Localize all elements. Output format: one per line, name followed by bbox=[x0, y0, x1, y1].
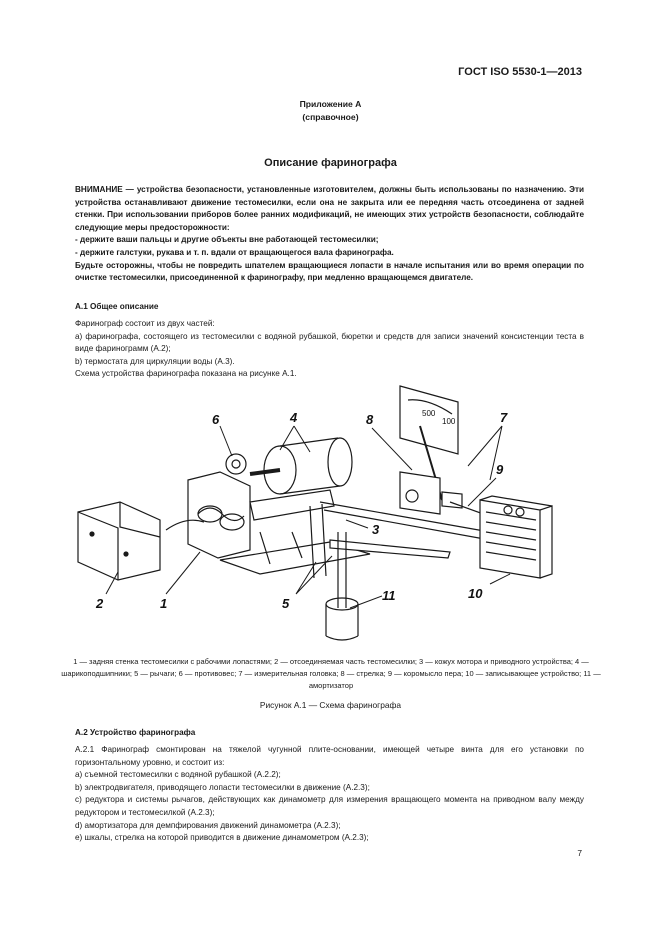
warning-item: - держите ваши пальцы и другие объекты вне работающей тестомесилки; bbox=[75, 235, 379, 245]
list-item: d) амортизатора для демпфирования движений динамометра (А.2.3); bbox=[75, 820, 341, 830]
figure-label: 6 bbox=[212, 412, 220, 427]
list-item: c) редуктора и системы рычагов, действующих как динамометр для измерения вращающего момента на приводном валу между редуктором и тестомесилкой (А.2.3); bbox=[75, 795, 584, 817]
section-heading-a2: А.2 Устройство фаринографа bbox=[75, 728, 196, 737]
figure-caption: 1 — задняя стенка тестомесилки с рабочими лопастями; 2 — отсоединяемая часть тестомесилки; 3 — кожух мотора и приводного устройства; 4 — шарикоподшипники; 5 — рычаги; 6 — противовес; 7 — измерительная головка; 8 — стрелка; 9 — коромысло пера; 10 — записывающее устройство; 11 — амортизатор bbox=[61, 657, 601, 691]
warning-paragraph: ВНИМАНИЕ — устройства безопасности, установленные изготовителем, должны быть использованы по назначению. Эти устройства останавливают движение тестомесилки, если она не закрыта или ее передняя часть отсоединена от задней стенки. При использовании приборов более ранних модификаций, не имеющих этих устройств безопасности, соблюдайте следующие меры предосторожности: bbox=[75, 185, 584, 232]
list-item: b) электродвигателя, приводящего лопасти тестомесилки в движение (А.2.3); bbox=[75, 782, 370, 792]
figure-label: 1 bbox=[160, 596, 168, 611]
page-number: 7 bbox=[577, 848, 582, 858]
section-title: Описание фаринографа bbox=[264, 157, 397, 169]
warning-block bbox=[75, 184, 584, 285]
text-line: А.2.1 Фаринограф смонтирован на тяжелой чугунной плите-основании, имеющей четыре винта для его установки по горизонтальному уровню, и состоит из: bbox=[75, 745, 584, 767]
figure-label: 9 bbox=[496, 462, 504, 477]
list-item: b) термостата для циркуляции воды (А.3). bbox=[75, 356, 235, 366]
list-item: e) шкалы, стрелка на которой приводится в движение динамометром (А.2.3); bbox=[75, 833, 369, 843]
figure-label: 4 bbox=[290, 410, 298, 425]
annex-heading bbox=[0, 98, 661, 124]
warning-item: - держите галстуки, рукава и т. п. вдали от вращающегося вала фаринографа. bbox=[75, 247, 394, 257]
a2-body bbox=[75, 744, 584, 845]
list-item: a) фаринографа, состоящего из тестомесилки с водяной рубашкой, бюретки и средств для записи значений консистенции теста в виде фаринограмм (А.2); bbox=[75, 331, 584, 354]
figure-label: 11 bbox=[382, 588, 396, 603]
dial-mark: 100 bbox=[442, 417, 456, 426]
a1-body bbox=[75, 318, 584, 381]
section-heading-a1: А.1 Общее описание bbox=[75, 302, 159, 311]
figure-label: 7 bbox=[500, 410, 508, 425]
figure-title: Рисунок А.1 — Схема фаринографа bbox=[259, 700, 402, 710]
farinograph-diagram bbox=[70, 382, 590, 647]
figure-label: 2 bbox=[96, 596, 104, 611]
list-item: a) съемной тестомесилки с водяной рубашкой (А.2.2); bbox=[75, 770, 281, 780]
figure-label: 8 bbox=[366, 412, 374, 427]
figure-label: 10 bbox=[468, 586, 483, 601]
text-line: Схема устройства фаринографа показана на рисунке А.1. bbox=[75, 369, 297, 379]
text-line: Фаринограф состоит из двух частей: bbox=[75, 319, 215, 328]
dial-mark: 500 bbox=[422, 409, 436, 418]
warning-paragraph: Будьте осторожны, чтобы не повредить шпателем вращающиеся лопасти в начале испытания или во время операции по очистке тестомесилки, присоединенной к фаринографу, при медленно вращающемся двигателе. bbox=[75, 260, 584, 283]
annex-title: Приложение А bbox=[299, 99, 362, 109]
figure-label: 5 bbox=[282, 596, 290, 611]
standard-number: ГОСТ ISO 5530-1—2013 bbox=[458, 66, 582, 78]
figure-label: 3 bbox=[372, 522, 380, 537]
annex-subtitle: (справочное) bbox=[302, 112, 359, 122]
